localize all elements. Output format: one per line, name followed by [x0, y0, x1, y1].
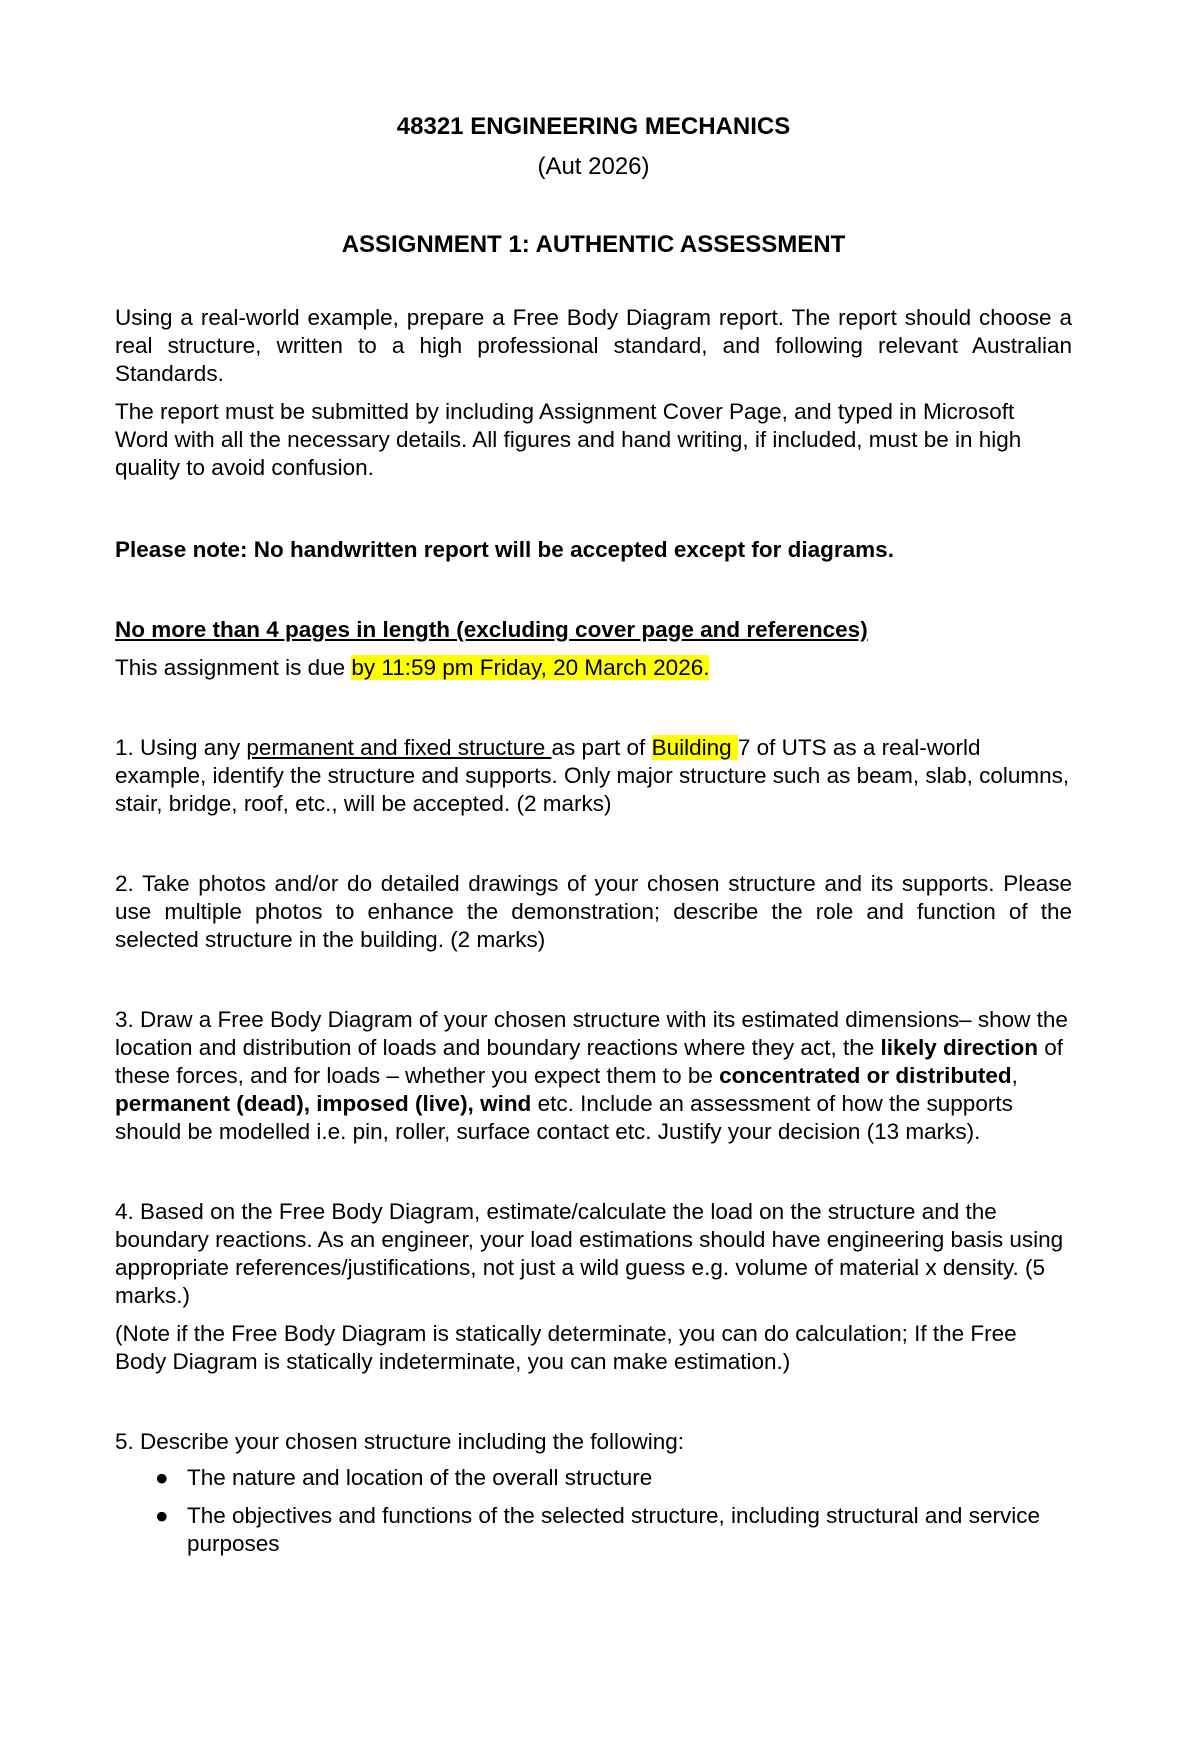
- due-prefix: This assignment is due: [115, 655, 352, 680]
- q1-text-a: 1. Using any: [115, 735, 247, 760]
- q1-underlined: permanent and fixed structure: [246, 735, 552, 760]
- list-item: [115, 1502, 1072, 1558]
- submission-paragraph: The report must be submitted by including Assignment Cover Page, and typed in Microsoft Word with all the necessary details. All figures and hand writing, if included, must be in high quality to avoid confusion.: [115, 399, 1022, 480]
- due-date: [115, 654, 1072, 682]
- list-item: [115, 1464, 1072, 1492]
- q3-text-c: of these forces, and for loads – whether you expect them to be: [115, 1035, 1064, 1088]
- term-label: (Aut 2026): [537, 153, 650, 180]
- list-item-text: The nature and location of the overall structure: [187, 1465, 653, 1490]
- question-5: 5. Describe your chosen structure including the following:: [115, 1429, 685, 1454]
- page-limit: No more than 4 pages in length (excluding cover page and references): [115, 617, 868, 642]
- assignment-title: ASSIGNMENT 1: AUTHENTIC ASSESSMENT: [341, 231, 846, 258]
- q1-highlight: Building: [651, 735, 738, 760]
- question-5-list: [115, 1464, 1072, 1558]
- bullet-icon: ●: [155, 1503, 169, 1528]
- bullet-icon: ●: [155, 1465, 169, 1490]
- question-3: [115, 1006, 1072, 1146]
- q3-bold-direction: likely direction: [880, 1035, 1039, 1060]
- question-2: 2. Take photos and/or do detailed drawings of your chosen structure and its supports. Please use multiple photos to enhance the demonstration; describe the role and function of the selected structure in the building. (2 marks): [115, 871, 1072, 952]
- q3-bold-load-types: permanent (dead), imposed (live), wind: [115, 1091, 532, 1116]
- q3-bold-distribution: concentrated or distributed: [719, 1063, 1012, 1088]
- due-highlight: by 11:59 pm Friday, 20 March 2026.: [351, 655, 710, 680]
- q3-text-d: ,: [1011, 1063, 1018, 1088]
- q1-text-b: as part of: [551, 735, 652, 760]
- course-title: 48321 ENGINEERING MECHANICS: [396, 113, 791, 140]
- intro-paragraph: Using a real-world example, prepare a Free Body Diagram report. The report should choose a real structure, written to a high professional standard, and following relevant Australian Standards.: [115, 305, 1072, 386]
- q1-text-c: 7 of UTS as a real-world example, identify the structure and supports. Only major structure such as beam, slab, columns, stair, bridge, roof, etc., will be accepted. (2 marks): [115, 735, 1070, 816]
- question-4-note: (Note if the Free Body Diagram is statically determinate, you can do calculation; If the Free Body Diagram is statically indeterminate, you can make estimation.): [115, 1321, 1017, 1374]
- handwritten-note: Please note: No handwritten report will be accepted except for diagrams.: [115, 537, 894, 562]
- q3-text-e: etc. Include an assessment of how the supports should be modelled i.e. pin, roller, surface contact etc. Justify your decision (13 marks).: [115, 1091, 1013, 1144]
- list-item-text: The objectives and functions of the selected structure, including structural and service purposes: [187, 1503, 1040, 1556]
- question-1: [115, 734, 1072, 818]
- question-4: 4. Based on the Free Body Diagram, estimate/calculate the load on the structure and the boundary reactions. As an engineer, your load estimations should have engineering basis using appropriate references/justifications, not just a wild guess e.g. volume of material x density. (5 marks.): [115, 1199, 1064, 1308]
- q3-text-a: 3. Draw a Free Body Diagram of your chosen structure with its estimated dimensions– show the location and distribution of loads and boundary reactions where they act, the: [115, 1007, 1068, 1060]
